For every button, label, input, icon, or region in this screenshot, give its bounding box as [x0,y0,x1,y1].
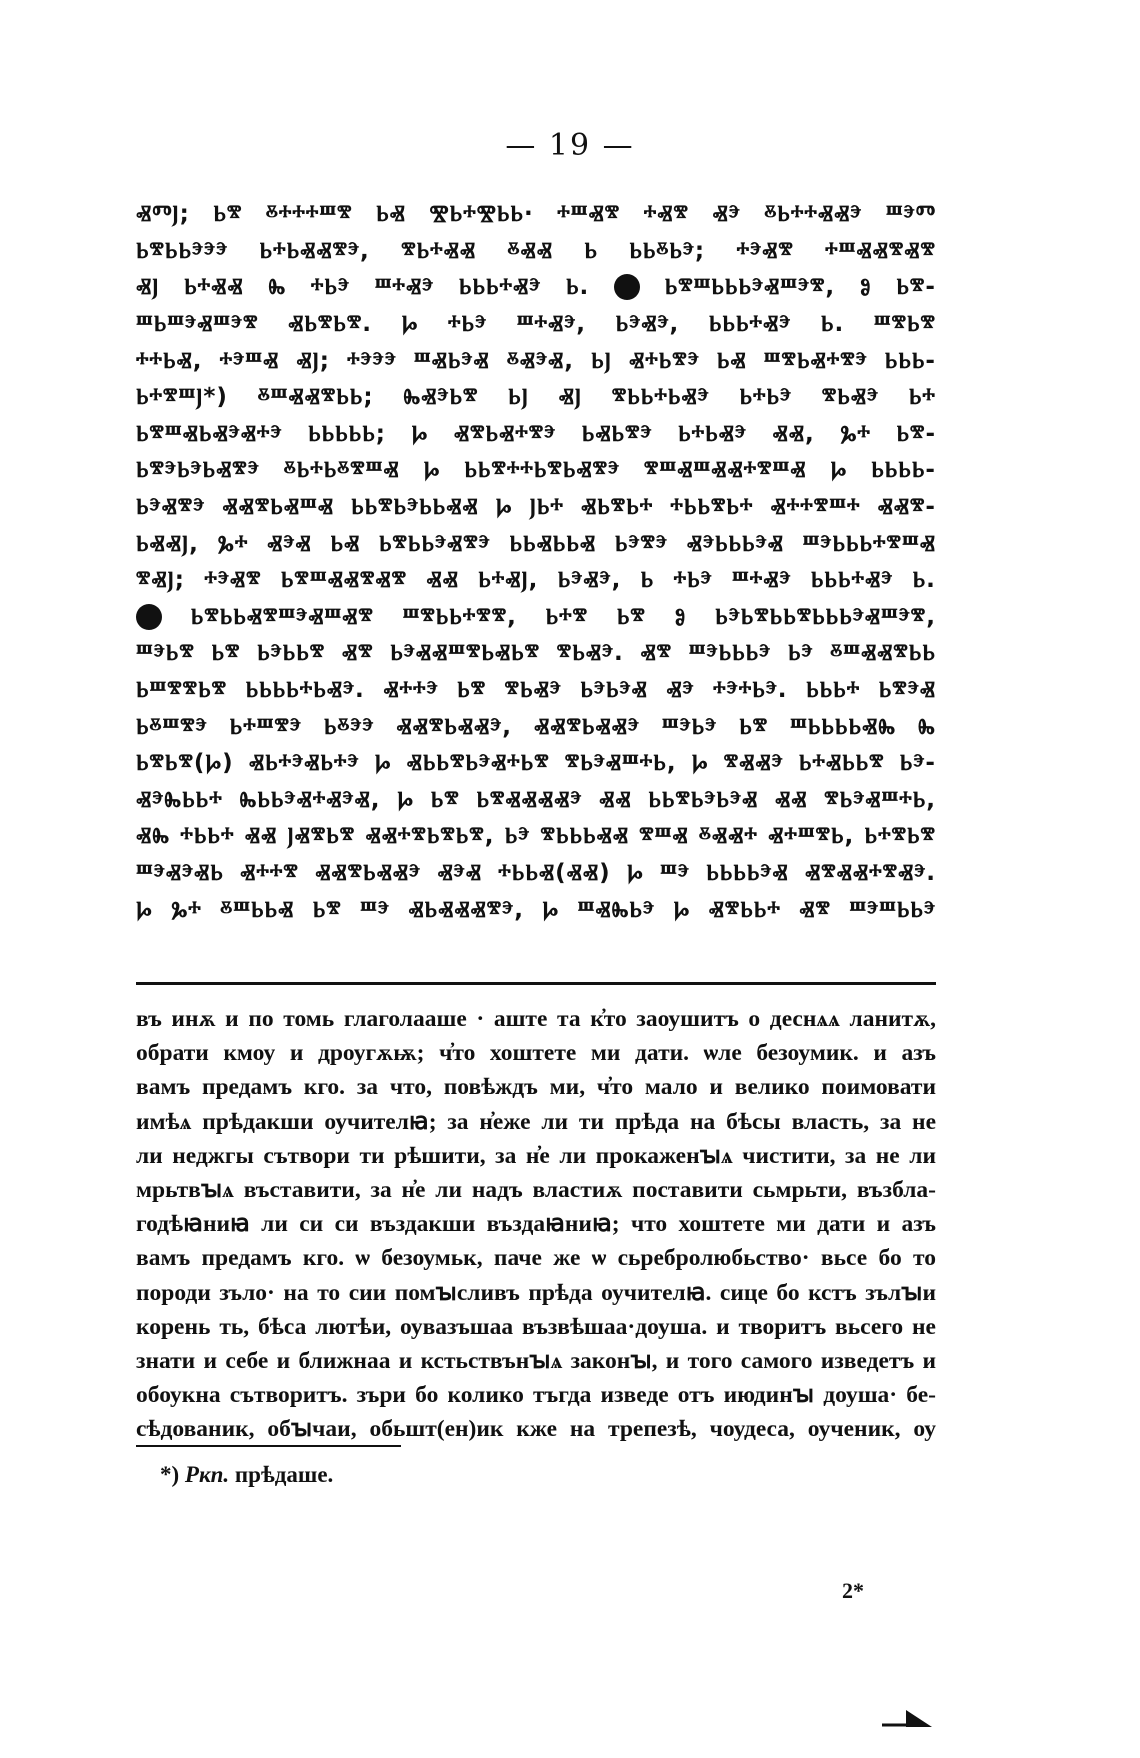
glagolitic-word: ⰓⰬ [508,384,529,411]
glagolitic-word: ⰟⰕⰬ; [136,201,190,228]
glagolitic-word: ⰰⰓⰓⰺⰓⰰ [670,494,754,521]
glagolitic-line [136,745,936,782]
glagolitic-word: ⰓⰟ [716,347,747,374]
glagolitic-word: ⰓⰺⰓⰺ(Ⱈ) [136,750,234,777]
glagolitic-word: ⰓⰓⰓⰓⰓ; [308,420,386,447]
glagolitic-word: ⰞⰺⰓⰓⰰⰺⰺ, [402,603,517,630]
glagolitic-word: ⰞⰓⰓⰓⰓⰟⰈ [790,713,897,740]
glagolitic-word: Ⱃⰺ [616,603,646,630]
glagolitic-word: ⰟⰓⰓⰺⰓⰵⰟⰰⰓⰺ [406,750,550,777]
glagolitic-word: Ⱃⰵ- [899,750,936,777]
glagolitic-word: Ⰸ [268,274,287,301]
glagolitic-word: ⰓⰺⰞⰟⰓⰟⰵⰟⰰⰵ [136,420,283,447]
glagolitic-word: ⰟⰬ [558,384,583,411]
glagolitic-line [136,489,936,526]
glagolitic-word: ⰟⰵⰟ [437,859,482,886]
glagolitic-word: ⰈⰟⰵⰓⰺ [403,384,479,411]
glagolitic-word: ⰓⰰⰟⰬ, [478,567,539,594]
cyrillic-line: породи зъло· на то сии помꙑсливъ прѣда оучителꙗ. сице бо кстъ зълꙑи [136,1279,936,1306]
glagolitic-word: ⰓⰬ [591,347,612,374]
glagolitic-word: ⰰⰞⰟⰺ [557,201,621,228]
glagolitic-word: ⰺⰓⰵⰟⰞⰰⰓ, [564,750,677,777]
glagolitic-word: ⰓⰰⰺⰞⰬ*) [136,384,228,411]
glagolitic-word: Ⱏⰺ [640,640,673,667]
glagolitic-word: Ⱈ [830,457,848,484]
glagolitic-word: ⰓⰓⰓⰓⰵⰟ [706,859,789,886]
glagolitic-line [136,416,936,453]
glagolitic-word: ⰟⰬ; [296,347,330,374]
glagolitic-word: ⰞⰰⰟⰵ [732,567,792,594]
glagolitic-word: ⰓⰰⰺⰓⰺ [864,823,936,850]
footnote-text: прѣдаше. [234,1462,334,1487]
glagolitic-line [136,599,936,636]
cyrillic-line: обрати кмоу и дроугѫѭ; ч҆то хоштете ми дати. ѡле безоумик. и азъ [136,1040,936,1067]
glagolitic-word: ⰰⰓⰵ [448,311,488,338]
glagolitic-word: ⰞⰰⰟⰵ [374,274,435,301]
glagolitic-word: Ⱃⰺ [213,201,243,228]
glagolitic-word: ⰞⰟⰓⰵⰟ [413,347,490,374]
glagolitic-word: ⰓⰺⰟⰟⰟⰟⰵ [476,786,583,813]
glagolitic-line [136,452,936,489]
glagolitic-word: ⰟⰟ, [772,420,815,447]
glagolitic-word: ⰞⰵⰓⰓⰓⰰⰺⰞⰟ [802,530,936,557]
glagolitic-line [136,635,936,672]
glagolitic-word: ⰟⰟⰺⰓⰟⰟⰵ, [396,713,513,740]
glagolitic-word: ⰓⰟ [330,530,361,557]
glagolitic-word: ⰟⰟⰺ- [877,494,936,521]
glagolitic-word: ⰓⰓⰟⰓⰓⰟ [509,530,597,557]
glagolitic-word: ⰟⰓⰟⰟⰟⰺⰵ, [408,896,524,923]
glagolitic-word: Ⱈ [423,457,441,484]
glagolitic-word: ⰓⰺⰞⰟⰟⰺⰟⰺ [280,567,408,594]
glagolitic-word: Ⱏⰵ [712,201,741,228]
glagolitic-word: ⰓⰓⰓⰰⰟⰵ [810,567,894,594]
glagolitic-word: ⰺⰓⰟⰵ [504,677,562,704]
glagolitic-word: ⰟⰓⰺⰓⰰ [581,494,654,521]
glagolitic-word: Ⱏⰵ [666,677,695,704]
glagolitic-word: Ⰳⰰ [840,420,871,447]
glagolitic-word: Ⱈ [495,494,513,521]
glagolitic-word: ⰞⰵⰕ [885,201,936,228]
glagolitic-word: Ⱏⰰⰰⰺ [240,859,299,886]
glagolitic-text-block [136,196,936,928]
glagolitic-word: ⰓⰰⰓⰵ [739,384,793,411]
glagolitic-word: ⰟⰺⰓⰓⰰ [708,896,781,923]
glagolitic-word: ⰟⰵⰈⰓⰓⰰ [136,786,223,813]
glagolitic-word: Ⱏⰺ [799,896,831,923]
glagolitic-word: ⰓⰺⰞⰓⰓⰓⰵⰟⰞⰵⰺ, [664,274,836,301]
glagolitic-word: ⰈⰓⰓⰵⰟⰰⰟⰵⰟ, [239,786,381,813]
glagolitic-word: ⰓⰵⰟⰵ, [615,311,680,338]
glagolitic-word: ⰞⰰⰟⰵ, [516,311,587,338]
glagolitic-word: ⰟⰵⰓⰓⰓⰵⰟ [686,530,784,557]
glagolitic-word: Ⱎⰵ [660,859,690,886]
cyrillic-line: обоукна сътворитъ. зъри бо колико тъгда изведе отъ июдинꙑ доуша· бе- [136,1382,936,1409]
glagolitic-word: ⰟⰬ [136,274,160,301]
glagolitic-word: ⰰⰞⰟⰟⰺⰟⰺ [825,237,936,264]
glagolitic-word: Ⰳⰰ [217,530,249,557]
glagolitic-word: ⰞⰵⰓⰓⰓⰵ [688,640,772,667]
glagolitic-word: ⰻⰓⰰⰓⰻⰺⰞⰟ [283,457,400,484]
glagolitic-word: Ⱈ [401,311,419,338]
glagolitic-word: ⰬⰟⰺⰓⰺ [287,823,356,850]
glagolitic-line [136,855,936,892]
initial-mark [136,604,162,630]
glagolitic-word: ⰞⰓⰞⰵⰟⰞⰵⰺ [136,311,259,338]
cyrillic-line: годѣꙗниꙗ ли си си въздакши въздаꙗниꙗ; что хоштете ми дати и азъ [136,1211,936,1238]
glagolitic-word: ⰟⰟ [426,567,459,594]
glagolitic-word: Ⱃⰰⰺ [545,603,589,630]
glagolitic-word: ⰰⰓⰵ [673,567,713,594]
glagolitic-word: ⰓⰺⰓⰓⰵⰵⰵ [136,237,229,264]
glagolitic-word: ⰺⰟⰟⰵ [723,750,784,777]
glagolitic-word: ⰟⰓⰺⰓⰺ. [288,311,372,338]
corner-arrow-mark [880,1708,936,1730]
glagolitic-word: Ⱈ [397,786,414,813]
glagolitic-word: ⰺⰓⰟⰵ. [556,640,624,667]
glagolitic-word: Ⱈ [542,896,560,923]
glagolitic-word: ⰓⰰⰟⰟ [184,274,244,301]
glagolitic-word: ⰓⰵⰟⰟⰞⰺⰓⰟⰓⰺ [390,640,541,667]
glagolitic-line [136,708,936,745]
glagolitic-word: Ⱃ. [566,274,590,301]
cyrillic-line: въ инѫ и по томь глаголааше · аште та к҆то заоушитъ о деснѧѧ ланитѫ, [136,1006,936,1032]
glagolitic-word: ⰺⰞⰟⰞⰟⰟⰰⰺⰞⰟ [644,457,807,484]
printer-signature-mark: 2* [842,1578,864,1603]
glagolitic-word: ⰟⰰⰞⰺⰓ, [768,823,855,850]
section-divider [136,982,936,985]
glagolitic-word: ⰞⰺⰓⰺ [873,311,936,338]
glagolitic-word: ⰰⰵⰟⰺ [736,237,794,264]
glagolitic-word: ⰓⰓⰓⰓ- [871,457,936,484]
cyrillic-line: ли неджгы сътвори ти рѣшити, за н҆е ли прокаженꙑѧ чистити, за не ли [136,1142,936,1169]
cyrillic-line: корень ть, бѣса лютѣи, оувазъшаа възвѣшаа·доуша. и творитъ вьсего не [136,1313,936,1340]
glagolitic-word: ⰓⰵⰓⰺⰓⰓⰺⰓⰓⰓⰵⰟⰞⰵⰺ, [715,603,936,630]
glagolitic-word: ⰟⰈ [136,823,171,850]
glagolitic-word: Ⱁ [674,603,687,630]
glagolitic-word: ⰺⰟⰬ; [136,567,186,594]
glagolitic-word: ⰓⰟⰓⰺⰵ [581,420,653,447]
cyrillic-line: вамъ предамъ кго. за что, повѣждъ ми, ч҆то мало и велико поимовати [136,1074,936,1101]
glagolitic-word: ⰞⰵⰟⰵⰟⰓ [136,859,224,886]
glagolitic-word: ⰰⰵⰟⰺ [204,567,262,594]
glagolitic-word: Ⱃⰺ [312,896,342,923]
glagolitic-word: Ⱈ [374,750,392,777]
glagolitic-word: ⰓⰞⰺⰺⰓⰺ [136,677,228,704]
footnote [160,1462,333,1488]
glagolitic-word: ⰟⰟ [775,786,808,813]
initial-mark [614,274,640,300]
glagolitic-word: ⰓⰰⰞⰺⰵ [229,713,302,740]
glagolitic-word: ⰰⰓⰓⰟ(ⰟⰟ) [498,859,611,886]
glagolitic-word: Ⱎⰵ [360,896,390,923]
glagolitic-word: ⰰⰵⰵⰵ [347,347,397,374]
glagolitic-word: Ⱃⰺ- [896,420,936,447]
glagolitic-word: ⰰⰟⰺ [643,201,689,228]
page-number: — 19 — [505,128,635,163]
glagolitic-word: Ⱈ [136,896,153,923]
footnote-abbreviation: Ркп. [184,1462,230,1487]
glagolitic-line [136,306,936,343]
glagolitic-word: ⰺⰓⰰⰟⰟ [401,237,477,264]
glagolitic-word: Ⱃⰵ [504,823,531,850]
glagolitic-word: Ⱈ [411,420,429,447]
glagolitic-word: Ⱃⰺ [430,786,460,813]
glagolitic-word: ⰓⰓⰺⰓⰵⰓⰵⰟ [648,786,759,813]
glagolitic-word: Ⱁ [859,274,872,301]
glagolitic-word: ⰟⰰⰓⰺⰵ [629,347,700,374]
glagolitic-word: ⰻⰞⰓⰓⰟ [220,896,295,923]
cyrillic-line: вамъ предамъ кго. ѡ безоумьк, паче же ѡ сьребролюбьство· вьсе бо то [136,1245,936,1272]
glagolitic-word: Ⱃ [584,237,598,264]
glagolitic-word: Ⱏⰰⰰⰵ [383,677,439,704]
glagolitic-word: Ⱃⰰ [908,384,936,411]
glagolitic-word: Ⱃ. [820,311,845,338]
glagolitic-word: ⰓⰵⰟⰺⰵ [136,494,206,521]
glagolitic-word: ⰟⰺⰓⰟⰰⰺⰵ [453,420,557,447]
glagolitic-word: ⰺⰓⰓⰓⰟⰟ [540,823,630,850]
glagolitic-word: ⰟⰟⰺⰓⰟⰞⰟ [222,494,334,521]
glagolitic-word: ⰟⰵⰟ [267,530,312,557]
glagolitic-word: ⰓⰺⰓⰓⰟⰺⰞⰵⰟⰞⰟⰺ [190,603,374,630]
glagolitic-word: ⰓⰺⰓⰓⰵⰟⰺⰵ [379,530,491,557]
footnote-marker: *) [160,1462,180,1487]
glagolitic-word: ⰟⰟ [244,823,278,850]
glagolitic-word: Ⱈ [691,750,709,777]
glagolitic-word: Ⱈ [673,896,691,923]
glagolitic-word: ⰟⰺⰟⰟⰰⰺⰟⰵ. [805,859,936,886]
glagolitic-word: ⰟⰓⰰⰵⰟⰓⰰⰵ [248,750,360,777]
glagolitic-word: ⰟⰰⰰⰺⰞⰰ [770,494,861,521]
glagolitic-word: ⰰⰓⰵ [310,274,350,301]
glagolitic-line [136,196,936,233]
glagolitic-word: ⰓⰵⰓⰓⰺ [257,640,326,667]
glagolitic-word: ⰓⰓⰻⰓⰵ; [629,237,706,264]
glagolitic-word: ⰓⰟⰟⰬ, [136,530,199,557]
footnote-divider [136,1445,401,1447]
glagolitic-word: ⰓⰺⰵⰓⰵⰓⰟⰺⰵ [136,457,260,484]
glagolitic-word: Ⱃⰺ- [896,274,936,301]
glagolitic-word: ⰟⰟⰺⰓⰟⰟⰵ [534,713,640,740]
glagolitic-word: ⰞⰺⰓⰟⰰⰺⰵ [763,347,868,374]
glagolitic-line [136,342,936,379]
glagolitic-word: ⰻⰰⰰⰰⰞⰺ [265,201,353,228]
glagolitic-word: Ⱃⰵ [787,640,814,667]
cyrillic-line: знати и себе и ближнаа и кстьствънꙑѧ законꙑ, и того самого изведетъ и [136,1347,936,1374]
glagolitic-word: ⰓⰓⰓⰰⰟⰵ [708,311,792,338]
glagolitic-word: ⰓⰻⰞⰺⰵ [136,713,208,740]
glagolitic-word: ⰰⰵⰰⰓⰵ. [713,677,788,704]
glagolitic-line [136,672,936,709]
glagolitic-word: Ⰸ [918,713,936,740]
glagolitic-word: ⰟⰟⰰⰺⰓⰺⰓⰺ, [365,823,495,850]
glagolitic-word: ⰰⰰⰓⰟ, [136,347,203,374]
glagolitic-word: ⰞⰵⰓⰺ [136,640,195,667]
glagolitic-word: Ⱃⰵⰺⰵ [614,530,668,557]
glagolitic-word: ⰟⰟⰺⰓⰟⰟⰵ [315,859,422,886]
glagolitic-word: Ⱃⰻⰵⰵ [323,713,375,740]
glagolitic-word: Ⱈ [626,859,644,886]
glagolitic-line [136,891,936,928]
glagolitic-word: ⰓⰓⰓⰓⰰⰓⰟⰵ. [245,677,365,704]
glagolitic-word: ⰞⰵⰞⰓⰓⰵ [849,896,936,923]
glagolitic-line [136,379,936,416]
glagolitic-word: ⰟⰟ [599,786,632,813]
glagolitic-line [136,269,936,306]
glagolitic-line [136,782,936,819]
glagolitic-word: ⰓⰵⰟⰵ, [557,567,622,594]
glagolitic-word: ⰊⰓⰰⰊⰓⰓ· [429,201,534,228]
glagolitic-word: ⰻⰓⰰⰰⰟⰟⰵ [764,201,863,228]
glagolitic-word: ⰓⰟ [376,201,406,228]
cyrillic-line: сѣдованик, обꙑчаи, обьшт(ен)ик кже на трепезѣ, чоудеса, оученик, оу [136,1416,936,1443]
glagolitic-word: ⰰⰓⰓⰰ [180,823,235,850]
glagolitic-word: ⰞⰵⰓⰵ [661,713,718,740]
cyrillic-transcription-block [136,1002,936,1446]
glagolitic-word: ⰻⰟⰟⰰ [698,823,758,850]
glagolitic-word: ⰓⰰⰟⰓⰓⰺ [798,750,885,777]
glagolitic-line [136,233,936,270]
glagolitic-word: ⰓⰓⰓⰰⰟⰵ [458,274,542,301]
glagolitic-word: ⰓⰓⰺⰓⰵⰓⰓⰟⰟ [351,494,479,521]
glagolitic-word: Ⱃⰺ [739,713,769,740]
glagolitic-word: ⰺⰞⰟ [639,823,689,850]
glagolitic-word: ⰺⰓⰵⰟⰞⰰⰓ, [824,786,936,813]
glagolitic-word: Ⱏⰺ [341,640,374,667]
glagolitic-word: ⰓⰓⰓⰰ [806,677,861,704]
glagolitic-line [136,818,936,855]
glagolitic-word: ⰬⰓⰰ [529,494,564,521]
glagolitic-word: ⰰⰵⰞⰟ [219,347,280,374]
glagolitic-word: ⰓⰺⰵⰟ [878,677,936,704]
glagolitic-line [136,562,936,599]
glagolitic-line [136,525,936,562]
glagolitic-word: ⰻⰞⰟⰟⰺⰓⰓ [830,640,936,667]
glagolitic-word: Ⰳⰰ [171,896,202,923]
glagolitic-word: Ⱃ [640,567,655,594]
cyrillic-line: мрьтвꙑѧ въставити, за н҆е ли надъ властиѫ поставити сьмрьти, възбла- [136,1176,936,1203]
glagolitic-word: ⰓⰓⰺⰰⰰⰓⰺⰓⰟⰺⰵ [464,457,621,484]
glagolitic-word: ⰞⰟⰈⰓⰵ [577,896,655,923]
glagolitic-word: ⰺⰓⰟⰵ [821,384,880,411]
glagolitic-word: ⰓⰵⰓⰵⰟ [580,677,648,704]
glagolitic-word: ⰓⰰⰓⰟⰵ [678,420,747,447]
glagolitic-word: ⰺⰓⰓⰰⰓⰟⰵ [611,384,710,411]
cyrillic-line: имѣѧ прѣдакши оучителꙗ; за н҆еже ли ти прѣда на бѣсы власть, за не [136,1108,936,1135]
glagolitic-word: ⰓⰓⰓ- [884,347,936,374]
glagolitic-word: Ⱃⰺ [211,640,241,667]
glagolitic-word: ⰻⰟⰵⰟ, [506,347,575,374]
glagolitic-word: Ⱃⰺ [457,677,487,704]
glagolitic-word: ⰓⰰⰓⰟⰟⰺⰵ, [259,237,370,264]
glagolitic-word: ⰻⰞⰟⰟⰺⰓⰓ; [257,384,374,411]
glagolitic-word: ⰻⰟⰟ [507,237,553,264]
glagolitic-word: Ⱃ. [912,567,936,594]
